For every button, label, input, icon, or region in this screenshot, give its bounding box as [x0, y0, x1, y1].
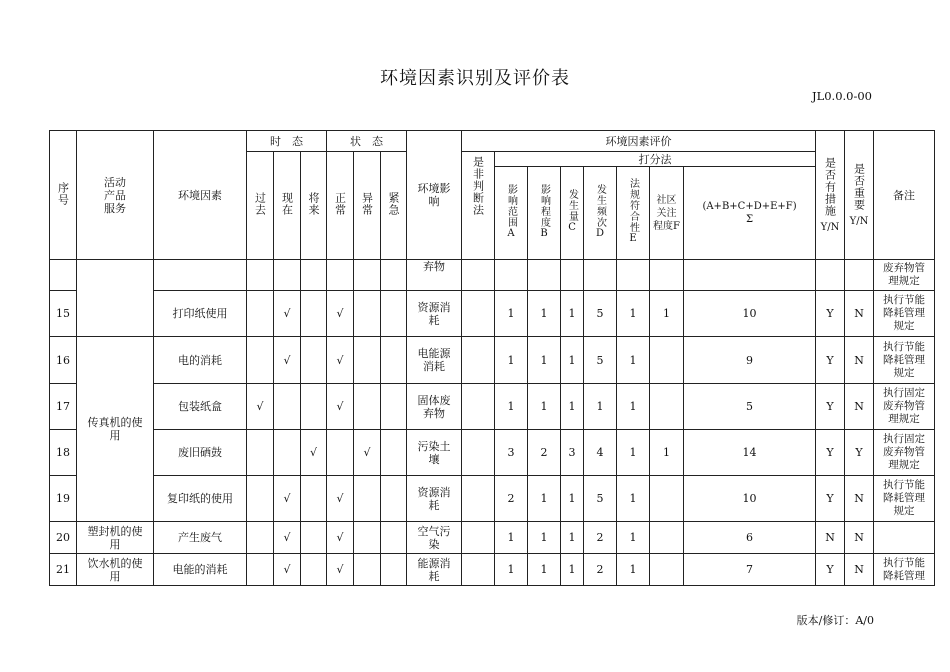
header-f: 社区关注程度F	[650, 167, 684, 260]
header-e: 法规符合性E	[617, 167, 650, 260]
header-tense: 时 态	[247, 131, 327, 152]
table-row: 弃物 废弃物管 理规定	[50, 260, 935, 291]
header-seq: 序号	[50, 131, 77, 260]
header-abnormal: 异常	[354, 152, 381, 260]
activity-dispenser: 饮水机的使 用	[77, 554, 154, 586]
table-row: 15 打印纸使用 √ √ 资源消 耗 1 1 1 5 1 1 10 Y N 执行节能 降耗管理 规定	[50, 291, 935, 337]
header-state: 状 态	[327, 131, 407, 152]
document-title: 环境因素识别及评价表	[380, 68, 570, 89]
table-row: 21 饮水机的使 用 电能的消耗 √ √ 能源消 耗 1 1 1 2 1 7 Y N 执行节能 降耗管理	[50, 554, 935, 586]
header-c: 发生量C	[561, 167, 584, 260]
header-factor: 环境因素	[154, 131, 247, 260]
table-row: 18 废旧硒鼓 √ √ 污染土 壤 3 2 3 4 1 1 14 Y Y 执行固定 废弃物管 理规定	[50, 430, 935, 476]
activity-cell	[77, 260, 154, 337]
header-a: 影响范围A	[495, 167, 528, 260]
environment-factor-table	[49, 130, 935, 586]
header-b: 影响程度B	[528, 167, 561, 260]
activity-laminator: 塑封机的使 用	[77, 522, 154, 554]
header-present: 现在	[274, 152, 301, 260]
header-emergency: 紧急	[381, 152, 407, 260]
table-row: 20 塑封机的使 用 产生废气 √ √ 空气污 染 1 1 1 2 1 6 N N	[50, 522, 935, 554]
header-impact: 环境影响	[407, 131, 462, 260]
header-sum: (A+B+C+D+E+F) Σ	[684, 167, 816, 260]
table-row: 17 包装纸盒 √ √ 固体废 弃物 1 1 1 1 1 5 Y N 执行固定 废弃物管 理规定	[50, 384, 935, 430]
header-activity: 活动 产品 服务	[77, 131, 154, 260]
header-future: 将来	[301, 152, 327, 260]
document-code: JL0.0.0-00	[811, 89, 872, 103]
table-row: 16 传真机的使 用 电的消耗 √ √ 电能源 消耗 1 1 1 5 1 9 Y N 执行节能 降耗管理 规定	[50, 337, 935, 384]
header-remark: 备注	[874, 131, 935, 260]
header-past: 过去	[247, 152, 274, 260]
activity-fax: 传真机的使 用	[77, 337, 154, 522]
header-d: 发生频次D	[584, 167, 617, 260]
header-score-method: 打分法	[495, 152, 816, 167]
header-judge: 是非判断法	[462, 152, 495, 260]
header-evaluation: 环境因素评价	[462, 131, 816, 152]
header-normal: 正常	[327, 152, 354, 260]
header-important: 是否重要 Y/N	[845, 131, 874, 260]
table-row: 19 复印纸的使用 √ √ 资源消 耗 2 1 1 5 1 10 Y N 执行节能 降耗管理 规定	[50, 476, 935, 522]
header-measure: 是否有措施 Y/N	[816, 131, 845, 260]
version-footer: 版本/修订：A/0	[796, 614, 874, 627]
